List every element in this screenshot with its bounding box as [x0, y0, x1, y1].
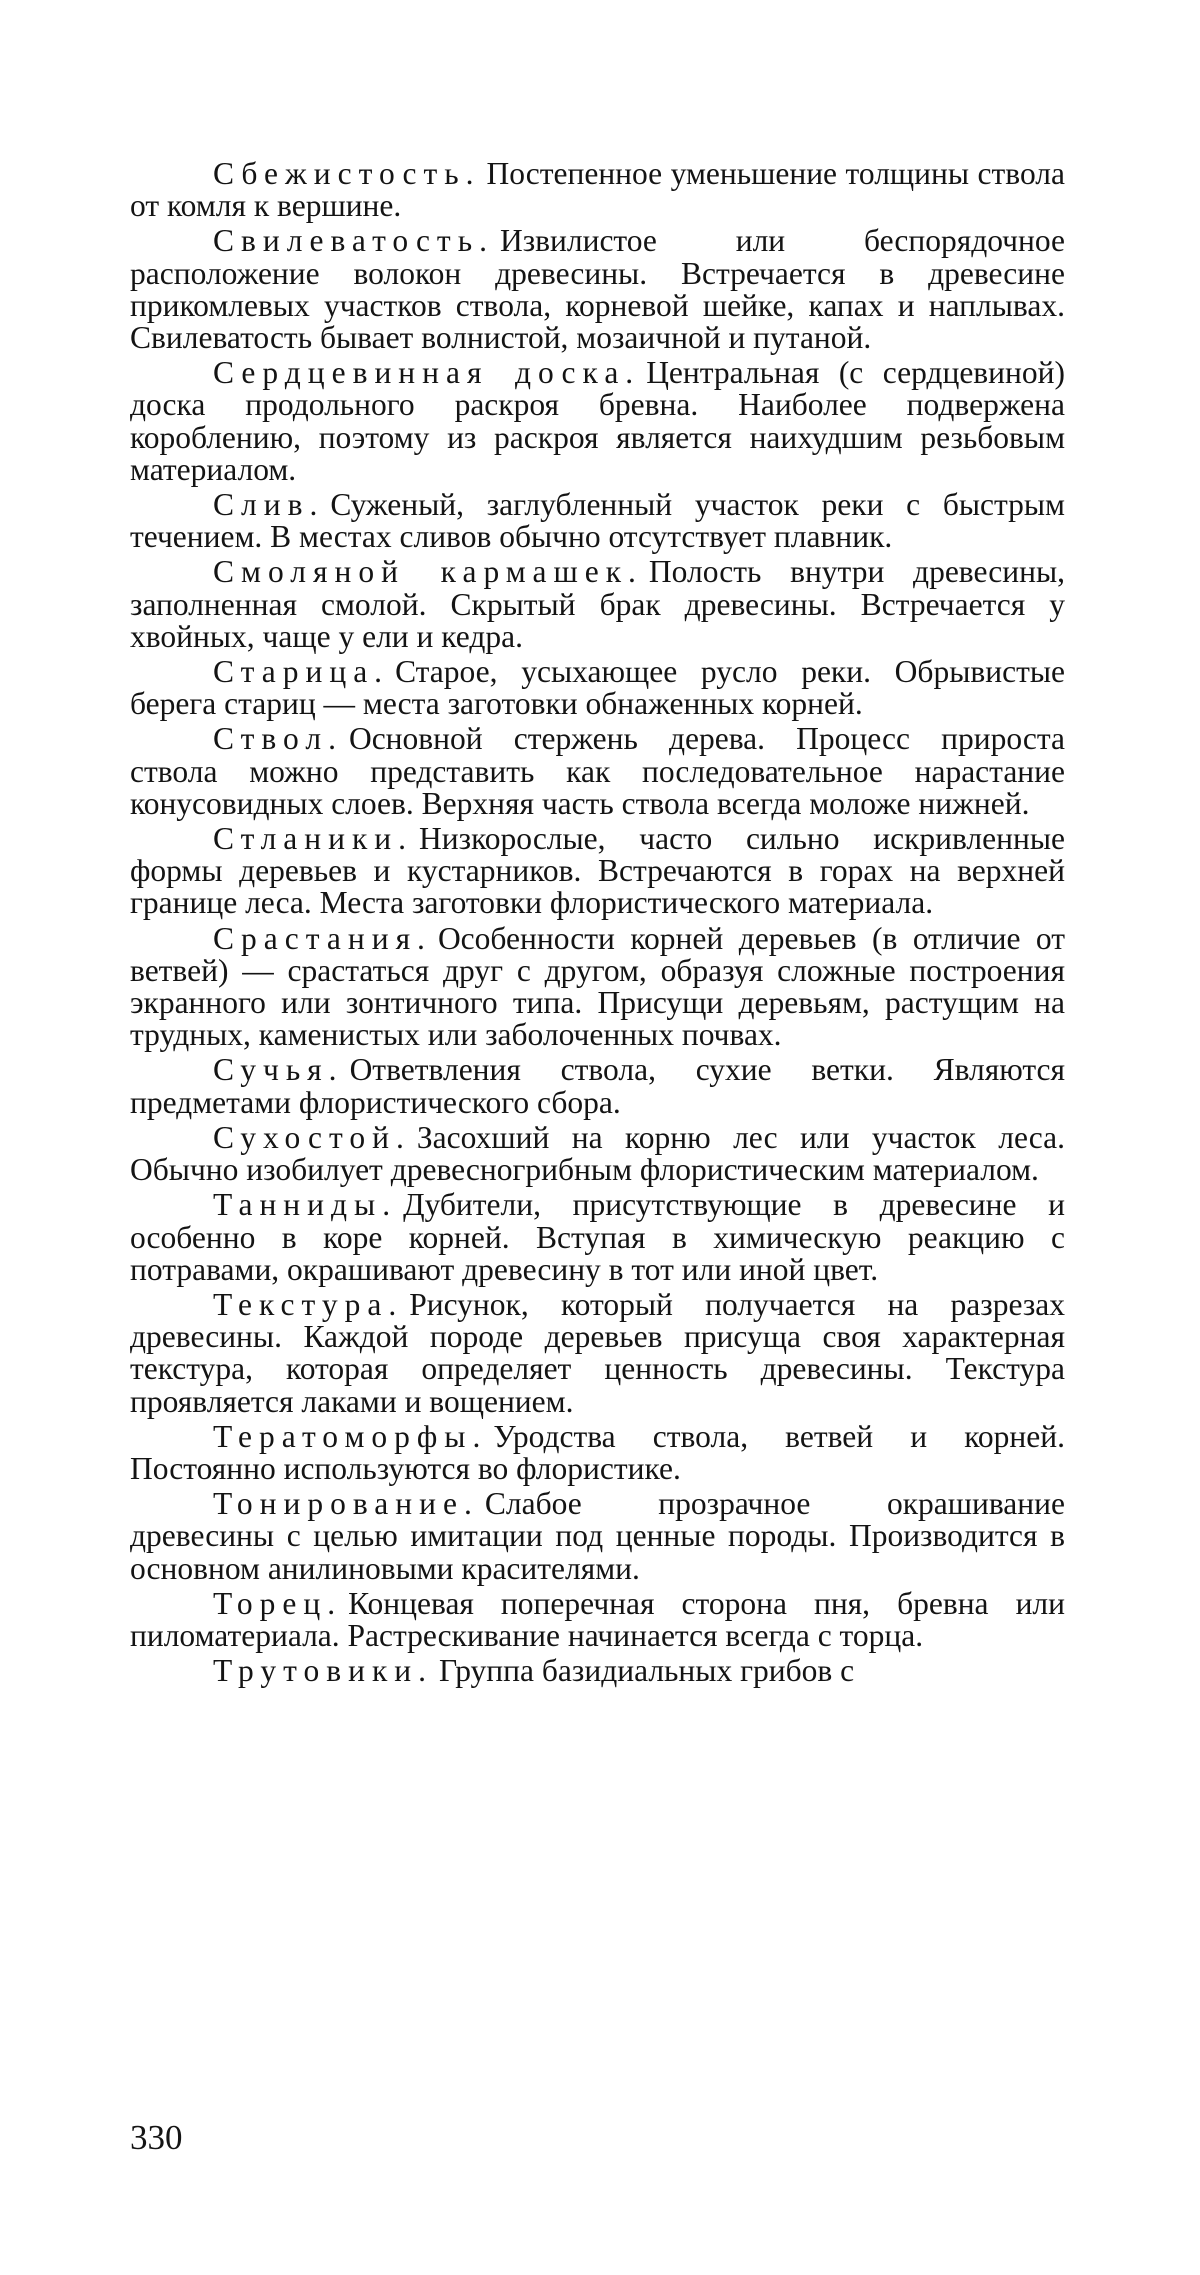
glossary-definition: Слабое прозрачное окрашивание древесины с целью имитации под ценные породы. Производится в основном анилиновыми красителями.: [130, 1486, 1065, 1586]
glossary-term: Стланики.: [213, 821, 414, 857]
glossary-term: Срастания.: [213, 920, 432, 956]
glossary-term: Слив.: [213, 487, 325, 523]
glossary-entry: [130, 1418, 1065, 1486]
glossary-definition: Группа базидиальных грибов с: [439, 1653, 855, 1689]
glossary-entry: [130, 1054, 1065, 1118]
glossary-term: Старица.: [213, 654, 390, 690]
glossary-term: Сухостой.: [213, 1119, 411, 1155]
glossary-definition: Концевая поперечная сторона пня, бревна или пиломатериала. Растрескивание начинается всегда с торца.: [130, 1585, 1065, 1653]
glossary-text: [130, 158, 1065, 1690]
glossary-definition: Уродства ствола, ветвей и корней. Постоянно используются во флористике.: [130, 1418, 1065, 1486]
glossary-term: Текстура.: [213, 1286, 404, 1322]
glossary-entry: [130, 920, 1065, 1053]
glossary-term: Тератоморфы.: [213, 1418, 488, 1454]
glossary-term: Трутовики.: [213, 1653, 433, 1689]
glossary-term: Ствол.: [213, 721, 343, 757]
glossary-definition: Центральная (с сердцевиной) доска продольного раскроя бревна. Наиболее подвержена короблению, поэтому из раскроя является наихудшим резьбовым материалом.: [130, 355, 1065, 487]
glossary-definition: Ответвления ствола, сухие ветки. Являются предметами флористического сбора.: [130, 1052, 1065, 1120]
glossary-term: Сучья.: [213, 1052, 344, 1088]
glossary-entry: [130, 357, 1065, 486]
glossary-definition: Низкорослые, часто сильно искривленные формы деревьев и кустарников. Встречаются в горах на верхней границе леса. Места заготовки флористического материала.: [130, 821, 1065, 921]
glossary-entry: [130, 1585, 1065, 1653]
glossary-term: Смоляной кармашек.: [213, 554, 643, 590]
glossary-entry: [130, 1286, 1065, 1419]
glossary-entry: [130, 1488, 1065, 1585]
glossary-entry: [130, 723, 1065, 820]
glossary-entry: [130, 489, 1065, 553]
glossary-term: Тонирование.: [213, 1486, 479, 1522]
glossary-definition: Дубители, присутствующие в древесине и особенно в коре корней. Вступая в химическую реакцию с потравами, окрашивают древесину в тот или иной цвет.: [130, 1187, 1065, 1287]
glossary-entry: [130, 158, 1065, 222]
glossary-definition: Рисунок, который получается на разрезах древесины. Каждой породе деревьев присуща своя характерная текстура, которая определяет ценность древесины. Текстура проявляется лаками и вощением.: [130, 1286, 1065, 1419]
glossary-definition: Полость внутри древесины, заполненная смолой. Скрытый брак древесины. Встречается у хвойных, чаще у ели и кедра.: [130, 554, 1065, 654]
glossary-term: Танниды.: [213, 1187, 398, 1223]
glossary-term: Сердцевинная доска.: [213, 355, 641, 391]
glossary-entry: [130, 556, 1065, 653]
glossary-entry: [130, 1655, 1065, 1687]
glossary-definition: Суженый, заглубленный участок реки с быстрым течением. В местах сливов обычно отсутствует плавник.: [130, 487, 1065, 555]
glossary-definition: Извилистое или беспорядочное расположение волокон древесины. Встречается в древесине прикомлевых участков ствола, корневой шейке, капах и наплывах. Свилеватость бывает волнистой, мозаичной и путаной.: [130, 223, 1065, 356]
page-number: 330: [130, 2118, 183, 2157]
glossary-term: Свилеватость.: [213, 223, 494, 259]
glossary-definition: Основной стержень дерева. Процесс прироста ствола можно представить как последовательное нарастание конусовидных слоев. Верхняя часть ствола всегда моложе нижней.: [130, 721, 1065, 821]
glossary-definition: Особенности корней деревьев (в отличие от ветвей) — срастаться друг с другом, образуя сложные построения экранного или зонтичного типа. Присущи деревьям, растущим на трудных, каменистых или заболоченных почвах.: [130, 920, 1065, 1053]
glossary-definition: Старое, усыхающее русло реки. Обрывистые берега стариц — места заготовки обнаженных корней.: [130, 654, 1065, 722]
glossary-definition: Засохший на корню лес или участок леса. Обычно изобилует древесногрибным флористическим материалом.: [130, 1119, 1065, 1188]
glossary-term: Торец.: [213, 1585, 343, 1621]
glossary-entry: [130, 1189, 1065, 1286]
glossary-term: Сбежистость.: [213, 156, 481, 191]
glossary-entry: [130, 1119, 1065, 1188]
glossary-entry: [130, 225, 1065, 354]
glossary-definition: Постепенное уменьшение толщины ствола от комля к вершине.: [130, 156, 1065, 224]
glossary-entry: [130, 823, 1065, 920]
glossary-entry: [130, 656, 1065, 720]
